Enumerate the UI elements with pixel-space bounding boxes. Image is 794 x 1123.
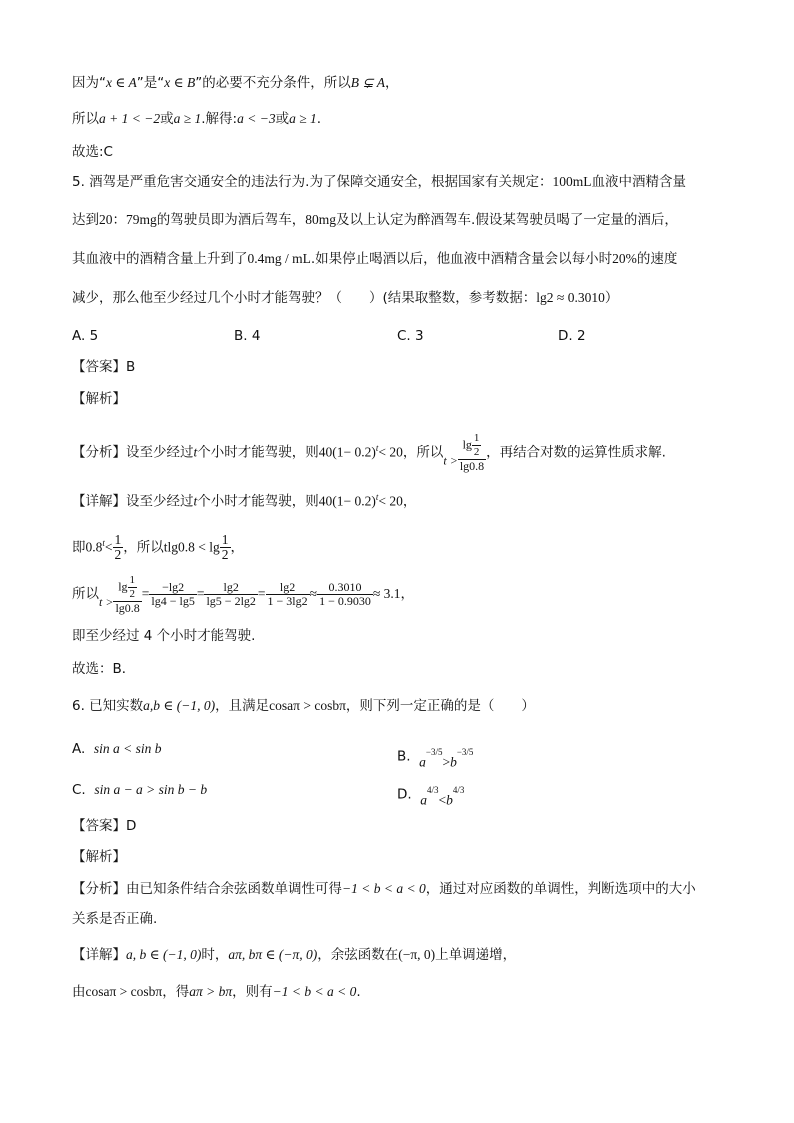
numerator: 1 bbox=[129, 573, 136, 586]
text: ，且满足 bbox=[215, 698, 270, 714]
q6-option-d bbox=[397, 778, 464, 813]
denominator: lg4 − lg5 bbox=[151, 593, 195, 608]
q5-analysis-label: 【解析】 bbox=[72, 391, 126, 407]
math: t > bbox=[99, 595, 114, 609]
fenxi-label: 【分析】 bbox=[72, 881, 126, 897]
text: 所以 bbox=[72, 111, 99, 127]
text: 达到 bbox=[72, 212, 99, 228]
text: 减少，那么他至少经过几个小时才能驾驶？（ ）(结果取整数，参考数据： bbox=[72, 290, 537, 306]
text: ， bbox=[402, 493, 417, 510]
numerator: lg2 bbox=[266, 581, 310, 595]
text: 及以上认定为醉酒驾车.假设某驾驶员喝了一定量的酒后， bbox=[336, 212, 678, 228]
fraction bbox=[317, 581, 373, 608]
q6-answer bbox=[72, 817, 136, 835]
denominator: 2 bbox=[473, 446, 480, 458]
q5-option-d: D. 2 bbox=[558, 328, 586, 344]
math-exp: −3/5 bbox=[425, 747, 443, 757]
math: b bbox=[450, 754, 457, 770]
numerator: 1 bbox=[114, 532, 122, 547]
option-label: D. bbox=[397, 786, 412, 803]
q5-xiangjie-5: 故选：B． bbox=[72, 661, 136, 677]
q5-option-a: A. 5 bbox=[72, 328, 99, 344]
math: = bbox=[196, 586, 205, 601]
denominator: 1 − 0.9030 bbox=[319, 593, 371, 608]
math: t bbox=[193, 444, 198, 460]
math: t bbox=[193, 493, 198, 509]
math: 20% bbox=[612, 251, 637, 266]
text: 个小时才能驾驶，则 bbox=[197, 444, 319, 461]
denominator: 2 bbox=[221, 547, 229, 562]
math: a bbox=[420, 792, 428, 808]
math: sin a < sin b bbox=[93, 741, 162, 756]
answer-label: 【答案】 bbox=[72, 818, 126, 834]
text: ，再结合对数的运算性质求解. bbox=[486, 444, 666, 461]
math: 0.8 bbox=[85, 539, 103, 555]
q5-line-3 bbox=[72, 250, 677, 268]
math: sin a − a > sin b − b bbox=[94, 782, 208, 797]
math: < 20 bbox=[378, 444, 403, 460]
q5-xiangjie-3 bbox=[72, 572, 414, 624]
fraction bbox=[113, 533, 124, 562]
math: −1 < b < a < 0 bbox=[272, 984, 357, 999]
text: 或 bbox=[160, 111, 174, 127]
q6-xiangjie-1 bbox=[72, 946, 516, 964]
q6-analysis-label: 【解析】 bbox=[72, 849, 126, 865]
math: lg bbox=[462, 437, 472, 452]
prev-line-2 bbox=[72, 110, 321, 128]
math-exp: t bbox=[102, 538, 105, 548]
fenxi-label: 【分析】 bbox=[72, 444, 126, 461]
math: 100mL bbox=[552, 174, 592, 189]
text: ，余弦函数在 bbox=[317, 947, 399, 963]
denominator: lg5 − 2lg2 bbox=[206, 593, 256, 608]
math: < bbox=[104, 539, 113, 555]
text: ，所以 bbox=[402, 444, 444, 461]
numerator: lg2 bbox=[204, 581, 257, 595]
fraction bbox=[472, 432, 482, 459]
text: 由 bbox=[72, 984, 86, 1000]
text: ”的必要不充分条件，所以 bbox=[195, 75, 351, 91]
text: ， bbox=[400, 586, 415, 602]
math-exp: t bbox=[375, 492, 379, 502]
text: 设至少经过 bbox=[126, 444, 194, 461]
math: lg bbox=[118, 578, 128, 593]
q6-fenxi-2: 关系是否正确. bbox=[72, 911, 158, 927]
math: 20：79mg bbox=[99, 212, 157, 227]
fraction bbox=[149, 581, 196, 608]
q6-option-c bbox=[72, 781, 207, 799]
denominator: 1 − 3lg2 bbox=[267, 593, 308, 608]
math: 40(1− 0.2) bbox=[318, 493, 376, 509]
text: .解得: bbox=[201, 111, 238, 127]
q6-option-a bbox=[72, 740, 162, 758]
text: 或 bbox=[275, 111, 290, 127]
math: > bbox=[442, 754, 451, 770]
math: = bbox=[257, 586, 266, 601]
text: ， bbox=[230, 539, 245, 556]
prev-answer: 故选:C bbox=[72, 144, 113, 160]
q5-option-c: C. 3 bbox=[397, 328, 424, 344]
text: ） bbox=[604, 290, 619, 306]
numerator: 1 bbox=[473, 432, 480, 444]
math: ≈ bbox=[309, 586, 318, 601]
text: ，则下列一定正确的是（ ） bbox=[345, 698, 535, 714]
math: ≈ 3.1 bbox=[372, 586, 401, 601]
numerator: 0.3010 bbox=[317, 581, 373, 595]
answer-label: 【答案】 bbox=[72, 359, 126, 375]
text: 即 bbox=[72, 539, 86, 556]
text: 5. 酒驾是严重危害交通安全的违法行为.为了保障交通安全，根据国家有关规定： bbox=[72, 174, 553, 190]
fraction bbox=[128, 574, 138, 601]
math: t > bbox=[443, 453, 458, 468]
text: 血液中酒精含量 bbox=[591, 174, 686, 190]
text: ，则有 bbox=[232, 984, 273, 1000]
q5-fenxi bbox=[72, 432, 666, 476]
text: 其血液中的酒精含量上升到了 bbox=[72, 251, 248, 267]
text: 时， bbox=[201, 947, 229, 963]
math: −1 < b < a < 0 bbox=[342, 881, 426, 896]
option-label: A. bbox=[72, 741, 86, 757]
math: = bbox=[141, 586, 150, 601]
text: 所以 bbox=[72, 586, 99, 602]
q5-xiangjie-1 bbox=[72, 488, 416, 511]
math: tlg0.8 < lg bbox=[163, 539, 220, 555]
fraction bbox=[458, 432, 486, 473]
q5-xiangjie-2 bbox=[72, 528, 244, 563]
answer-value: B bbox=[126, 359, 136, 375]
math: B ⊊ A bbox=[350, 75, 386, 90]
xiangjie-label: 【详解】 bbox=[72, 947, 126, 963]
text: 因为“ bbox=[72, 75, 106, 91]
q6-fenxi-1 bbox=[72, 880, 696, 898]
math: x ∈ A bbox=[106, 75, 137, 90]
math: 0.4mg / mL bbox=[247, 251, 311, 266]
q5-option-b: B. 4 bbox=[234, 328, 261, 344]
numerator bbox=[113, 574, 141, 602]
numerator bbox=[458, 432, 486, 460]
text: ，通过对应函数的单调性，判断选项中的大小 bbox=[425, 881, 696, 897]
math: a bbox=[419, 754, 426, 770]
option-label: B. bbox=[397, 748, 411, 765]
text: 6. 已知实数 bbox=[72, 698, 144, 714]
math-exp: t bbox=[375, 443, 379, 453]
q6-line-1 bbox=[72, 697, 535, 715]
fraction bbox=[220, 533, 231, 562]
denominator: lg0.8 bbox=[115, 600, 140, 615]
math-exp: −3/5 bbox=[456, 747, 474, 757]
text: 由已知条件结合余弦函数单调性可得 bbox=[126, 881, 342, 897]
math: b bbox=[446, 792, 453, 808]
text: .如果停止喝酒以后，他血液中酒精含量会以每小时 bbox=[310, 251, 613, 267]
text: 的驾驶员即为酒后驾车， bbox=[156, 212, 306, 228]
numerator: 1 bbox=[221, 532, 229, 547]
q5-line-4 bbox=[72, 289, 618, 307]
text: 设至少经过 bbox=[126, 493, 194, 510]
text: ”是“ bbox=[136, 75, 165, 91]
denominator: lg0.8 bbox=[459, 459, 485, 473]
math: 40(1− 0.2) bbox=[318, 444, 376, 460]
math: a < −3 bbox=[237, 111, 276, 126]
math-exp: 4/3 bbox=[452, 785, 465, 795]
text: ，所以 bbox=[123, 539, 164, 556]
denominator: 2 bbox=[114, 547, 122, 562]
text: 上单调递增， bbox=[435, 947, 517, 963]
math: a, b ∈ (−1, 0) bbox=[126, 947, 202, 962]
math: < 20 bbox=[378, 493, 403, 509]
text: ，得 bbox=[162, 984, 190, 1000]
numerator: −lg2 bbox=[149, 581, 196, 595]
text: 的速度 bbox=[636, 251, 678, 267]
math: cosaπ > cosbπ bbox=[269, 698, 346, 713]
q6-option-b bbox=[397, 740, 473, 775]
math: a + 1 < −2 bbox=[99, 111, 161, 126]
denominator: 2 bbox=[129, 587, 136, 600]
q5-line-1 bbox=[72, 173, 686, 191]
fraction bbox=[204, 581, 257, 608]
text: . bbox=[316, 111, 322, 127]
math: cosaπ > cosbπ bbox=[85, 984, 163, 999]
q5-answer bbox=[72, 358, 135, 376]
math: aπ > bπ bbox=[189, 984, 233, 999]
math-exp: 4/3 bbox=[427, 785, 439, 795]
text: ， bbox=[385, 75, 399, 91]
fraction bbox=[113, 574, 141, 615]
q5-xiangjie-4: 即至少经过 4 个小时才能驾驶. bbox=[72, 628, 256, 644]
math: aπ, bπ ∈ (−π, 0) bbox=[228, 947, 318, 962]
q6-xiangjie-2 bbox=[72, 983, 361, 1001]
text: 个小时才能驾驶，则 bbox=[197, 493, 319, 510]
math: lg2 ≈ 0.3010 bbox=[536, 290, 605, 305]
answer-value: D bbox=[126, 818, 137, 834]
q5-line-2 bbox=[72, 211, 678, 229]
math: (−π, 0) bbox=[398, 947, 436, 962]
fraction bbox=[266, 581, 310, 608]
math: a,b ∈ (−1, 0) bbox=[143, 698, 216, 713]
option-label: C. bbox=[72, 782, 86, 798]
math: < bbox=[438, 792, 447, 808]
math: a ≥ 1 bbox=[173, 111, 202, 126]
math: 80mg bbox=[305, 212, 337, 227]
xiangjie-label: 【详解】 bbox=[72, 493, 126, 510]
prev-line-1 bbox=[72, 74, 399, 92]
text: . bbox=[356, 984, 361, 1000]
math: x ∈ B bbox=[164, 75, 196, 90]
math: a ≥ 1 bbox=[289, 111, 317, 126]
